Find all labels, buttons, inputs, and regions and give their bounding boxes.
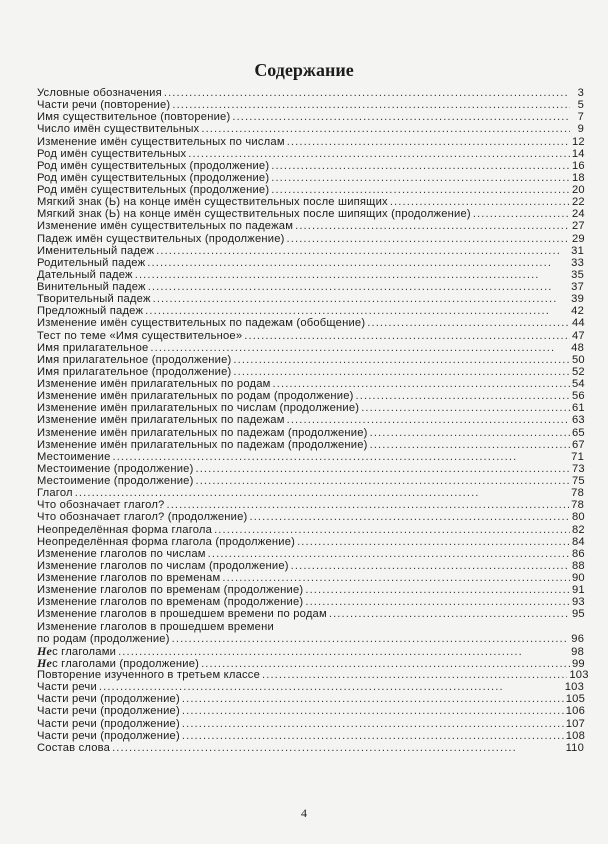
toc-entry-page: 73 xyxy=(572,462,585,475)
toc-entry-page: 7 xyxy=(577,111,584,124)
toc-entry-label: Падеж имён существительных (продолжение) xyxy=(37,232,285,245)
dot-leader xyxy=(295,220,570,232)
table-of-contents xyxy=(37,87,589,754)
dot-leader xyxy=(287,414,570,426)
toc-entry xyxy=(37,269,584,281)
dot-leader xyxy=(147,257,569,269)
toc-entry-page: 82 xyxy=(572,523,585,536)
dot-leader xyxy=(273,378,570,390)
toc-entry xyxy=(37,390,584,402)
toc-entry-label: Мягкий знак (Ь) на конце имён существительных после шипящих xyxy=(37,196,388,209)
toc-entry-page: 75 xyxy=(572,475,585,487)
toc-entry-label: Условные обозначения xyxy=(37,87,162,99)
toc-entry-label: Глагол xyxy=(37,487,73,500)
toc-entry xyxy=(37,378,584,390)
dot-leader xyxy=(233,354,570,366)
toc-entry-emphasis: Не xyxy=(37,643,53,658)
toc-entry-label: Род имён существительных (продолжение) xyxy=(37,184,270,196)
toc-entry-page: 22 xyxy=(572,196,585,209)
toc-entry-page: 39 xyxy=(571,293,584,306)
toc-entry-label: Изменение имён прилагательных по родам xyxy=(37,378,271,390)
toc-entry xyxy=(37,99,584,111)
toc-entry xyxy=(37,499,584,511)
toc-entry-label: Местоимение xyxy=(37,450,111,463)
toc-entry-label: Изменение глаголов по числам xyxy=(37,547,206,560)
toc-entry-page: 50 xyxy=(572,353,585,366)
toc-entry-label: Изменение глаголов по временам (продолжение) xyxy=(37,596,304,609)
toc-entry-page: 5 xyxy=(577,99,584,112)
dot-leader xyxy=(172,99,570,111)
toc-entry xyxy=(37,475,584,487)
toc-entry-label: Неопределённая форма глагола (продолжение) xyxy=(37,535,296,548)
toc-entry xyxy=(37,172,584,184)
toc-entry xyxy=(37,257,584,269)
toc-entry xyxy=(37,111,584,123)
toc-entry-page: 31 xyxy=(571,244,584,257)
toc-entry-page: 96 xyxy=(571,632,585,645)
toc-entry xyxy=(37,148,584,160)
dot-leader xyxy=(367,317,570,329)
toc-entry-label: Что обозначает глагол? xyxy=(37,499,165,512)
toc-entry-page: 103 xyxy=(564,681,584,694)
toc-entry-label: Изменение имён прилагательных по числам (продолжение) xyxy=(37,402,360,415)
dot-leader xyxy=(297,536,570,548)
dot-leader xyxy=(214,524,570,536)
toc-entry-label: Изменение имён прилагательных по падежам (продолжение) xyxy=(37,438,368,451)
toc-entry-label: Изменение глаголов по числам (продолжение) xyxy=(37,559,289,572)
toc-entry xyxy=(37,645,584,657)
toc-entry xyxy=(37,730,584,742)
toc-entry-page: 52 xyxy=(572,365,585,378)
dot-leader xyxy=(182,730,564,742)
toc-entry xyxy=(37,693,584,705)
toc-entry xyxy=(37,439,584,451)
toc-entry-page: 14 xyxy=(571,147,585,160)
toc-entry-page: 44 xyxy=(572,317,585,330)
toc-entry-label: Род имён существительных (продолжение) xyxy=(37,159,270,172)
toc-entry-page: 56 xyxy=(572,390,585,403)
dot-leader xyxy=(249,511,570,523)
toc-entry xyxy=(37,463,584,475)
toc-entry-label: Части речи (продолжение) xyxy=(37,705,180,718)
toc-entry-label: Повторение изученного в третьем классе xyxy=(37,669,261,681)
toc-entry-label: Имя прилагательное xyxy=(37,341,149,354)
toc-entry-label: Дательный падеж xyxy=(37,268,133,281)
toc-entry xyxy=(37,451,584,463)
toc-entry xyxy=(37,560,584,572)
dot-leader xyxy=(118,646,569,658)
dot-leader xyxy=(208,548,570,560)
toc-entry-page: 80 xyxy=(572,511,585,524)
toc-entry-page: 47 xyxy=(572,329,585,342)
toc-entry-page: 20 xyxy=(572,184,585,196)
toc-entry xyxy=(37,342,584,354)
dot-leader xyxy=(201,123,570,135)
dot-leader xyxy=(172,633,570,645)
toc-entry-page: 61 xyxy=(572,402,585,415)
toc-entry xyxy=(37,293,584,305)
dot-leader xyxy=(329,608,570,620)
toc-entry xyxy=(37,233,584,245)
toc-entry xyxy=(37,705,584,717)
dot-leader xyxy=(271,160,570,172)
dot-leader xyxy=(262,669,567,681)
toc-entry-page: 103 xyxy=(569,669,589,681)
toc-entry-page: 84 xyxy=(572,535,585,548)
toc-entry xyxy=(37,596,584,608)
toc-entry xyxy=(37,584,584,596)
toc-entry-page: 42 xyxy=(571,305,584,318)
dot-leader xyxy=(271,172,570,184)
toc-entry-label: Части речи (продолжение) xyxy=(37,717,180,730)
toc-entry-label: Изменение имён существительных по числам xyxy=(37,135,285,148)
toc-entry xyxy=(37,608,584,620)
toc-entry-label: Имя прилагательное (продолжение) xyxy=(37,365,232,378)
dot-leader xyxy=(99,681,563,693)
toc-entry-label: Части речи xyxy=(37,681,97,694)
dot-leader xyxy=(244,330,570,342)
toc-entry-label: Изменение глаголов в прошедшем времени по родам xyxy=(37,608,327,621)
toc-entry-page: 48 xyxy=(571,341,584,354)
dot-leader xyxy=(135,269,569,281)
toc-entry-page: 99 xyxy=(572,657,585,670)
toc-entry-label: Имя прилагательное (продолжение) xyxy=(37,353,232,366)
toc-entry xyxy=(37,317,584,329)
toc-entry-page: 98 xyxy=(571,645,584,658)
toc-entry-label: Родительный падеж xyxy=(37,256,146,269)
dot-leader xyxy=(233,366,570,378)
toc-entry-page: 54 xyxy=(572,378,585,390)
toc-entry xyxy=(37,524,584,536)
dot-leader xyxy=(148,281,569,293)
toc-entry-page: 35 xyxy=(571,268,584,281)
toc-entry-page: 67 xyxy=(572,438,585,451)
toc-entry-label: Части речи (повторение) xyxy=(37,99,171,112)
toc-entry xyxy=(37,305,584,317)
toc-entry-page: 108 xyxy=(565,729,585,742)
toc-entry xyxy=(37,402,584,414)
toc-entry xyxy=(37,136,584,148)
toc-entry-label: Предложный падеж xyxy=(37,305,144,318)
toc-entry-page: 90 xyxy=(572,572,585,584)
toc-entry-page: 71 xyxy=(571,450,584,463)
toc-entry-label: с глаголами xyxy=(52,645,117,658)
dot-leader xyxy=(370,427,570,439)
toc-entry xyxy=(37,427,584,439)
toc-entry-page: 91 xyxy=(572,584,585,597)
toc-entry-label: Творительный падеж xyxy=(37,293,151,306)
dot-leader xyxy=(166,499,569,511)
dot-leader xyxy=(370,439,570,451)
toc-entry-label: Изменение глаголов по временам xyxy=(37,572,221,584)
toc-entry xyxy=(37,196,584,208)
toc-entry-label: Изменение имён прилагательных по родам (продолжение) xyxy=(37,390,354,403)
toc-entry xyxy=(37,281,584,293)
toc-entry-page: 106 xyxy=(565,705,585,718)
toc-entry-page: 24 xyxy=(572,208,585,221)
toc-entry xyxy=(37,87,584,99)
dot-leader xyxy=(305,584,570,596)
dot-leader xyxy=(188,148,570,160)
toc-entry-page: 27 xyxy=(572,220,585,233)
toc-entry-label: Изменение глаголов в прошедшем времени xyxy=(37,620,274,633)
toc-entry-label: Состав слова xyxy=(37,741,111,754)
toc-entry xyxy=(37,184,584,196)
toc-entry-page: 12 xyxy=(572,135,585,148)
toc-entry-emphasis: Не xyxy=(37,655,53,670)
dot-leader xyxy=(356,390,570,402)
toc-entry xyxy=(37,536,584,548)
dot-leader xyxy=(75,487,569,499)
toc-entry-label-continued: по родам (продолжение) xyxy=(37,632,170,645)
dot-leader xyxy=(390,196,570,208)
dot-leader xyxy=(196,475,571,487)
toc-entry-label: Род имён существительных (продолжение) xyxy=(37,171,270,184)
dot-leader xyxy=(182,718,564,730)
toc-entry-page: 37 xyxy=(571,281,584,293)
toc-entry-label: Число имён существительных xyxy=(37,123,200,136)
toc-entry-page: 110 xyxy=(565,741,584,754)
toc-entry xyxy=(37,669,589,681)
toc-entry-page: 18 xyxy=(572,171,585,184)
dot-leader xyxy=(291,560,570,572)
toc-entry-label: Неопределённая форма глагола xyxy=(37,523,213,536)
toc-entry-label: Местоимение (продолжение) xyxy=(37,462,194,475)
toc-entry xyxy=(37,718,584,730)
toc-entry-page: 93 xyxy=(572,596,585,609)
toc-entry xyxy=(37,220,584,232)
toc-entry-page: 16 xyxy=(572,159,585,172)
toc-entry-label: Тест по теме «Имя существительное» xyxy=(37,329,243,342)
toc-entry-page: 33 xyxy=(571,256,584,269)
toc-entry-page: 9 xyxy=(577,123,584,136)
dot-leader xyxy=(112,742,563,754)
dot-leader xyxy=(287,136,570,148)
toc-entry-label: Именительный падеж xyxy=(37,244,155,257)
dot-leader xyxy=(361,402,570,414)
toc-entry-page: 78 xyxy=(571,499,585,512)
toc-entry xyxy=(37,681,584,693)
dot-leader xyxy=(305,596,570,608)
dot-leader xyxy=(271,184,570,196)
toc-entry xyxy=(37,366,584,378)
toc-entry xyxy=(37,548,584,560)
toc-entry-label: Части речи (продолжение) xyxy=(37,729,180,742)
toc-entry-label: Изменение имён прилагательных по падежам xyxy=(37,414,285,427)
toc-entry-page: 105 xyxy=(565,693,585,706)
toc-entry-page: 29 xyxy=(572,232,585,245)
toc-entry-label: с глаголами (продолжение) xyxy=(52,657,200,670)
toc-entry-label: Изменение имён существительных по падежам (обобщение) xyxy=(37,317,366,330)
toc-entry xyxy=(37,511,584,523)
dot-leader xyxy=(232,111,570,123)
toc-entry xyxy=(37,354,584,366)
page-number: 4 xyxy=(301,806,307,820)
toc-entry-label: Что обозначает глагол? (продолжение) xyxy=(37,511,248,524)
toc-entry-page: 65 xyxy=(572,426,585,439)
dot-leader xyxy=(153,293,570,305)
toc-entry xyxy=(37,208,584,220)
toc-entry xyxy=(37,160,584,172)
dot-leader xyxy=(113,451,570,463)
toc-entry xyxy=(37,414,584,426)
toc-entry xyxy=(37,657,584,669)
toc-entry-page: 107 xyxy=(565,717,585,730)
dot-leader xyxy=(473,208,570,220)
toc-entry xyxy=(37,621,584,645)
dot-leader xyxy=(164,87,570,99)
toc-entry-label: Имя существительное (повторение) xyxy=(37,111,231,124)
toc-entry-label: Изменение глаголов по временам (продолжение) xyxy=(37,584,304,597)
toc-entry-page: 63 xyxy=(572,414,585,427)
toc-entry-page: 78 xyxy=(571,487,584,500)
toc-entry xyxy=(37,245,584,257)
dot-leader xyxy=(222,572,570,584)
toc-entry xyxy=(37,742,584,754)
toc-entry-page: 88 xyxy=(572,559,585,572)
toc-entry-page: 86 xyxy=(572,547,585,560)
toc-entry xyxy=(37,123,584,135)
toc-entry-page: 3 xyxy=(577,87,584,99)
dot-leader xyxy=(196,463,571,475)
toc-entry-label: Род имён существительных xyxy=(37,147,187,160)
dot-leader xyxy=(182,705,564,717)
toc-entry-label: Местоимение (продолжение) xyxy=(37,475,194,487)
page-title: Содержание xyxy=(254,60,354,80)
toc-entry-page: 95 xyxy=(572,608,585,621)
toc-entry xyxy=(37,330,584,342)
toc-entry-label: Мягкий знак (Ь) на конце имён существительных после шипящих (продолжение) xyxy=(37,208,471,221)
toc-entry-label: Винительный падеж xyxy=(37,281,146,293)
dot-leader xyxy=(156,245,569,257)
toc-entry xyxy=(37,572,584,584)
dot-leader xyxy=(182,693,564,705)
dot-leader xyxy=(145,305,569,317)
toc-entry-label: Изменение имён существительных по падежам xyxy=(37,220,294,233)
dot-leader xyxy=(287,233,570,245)
toc-entry-label: Изменение имён прилагательных по падежам (продолжение) xyxy=(37,426,368,439)
dot-leader xyxy=(150,342,569,354)
toc-entry xyxy=(37,487,584,499)
toc-entry-label: Части речи (продолжение) xyxy=(37,693,180,706)
